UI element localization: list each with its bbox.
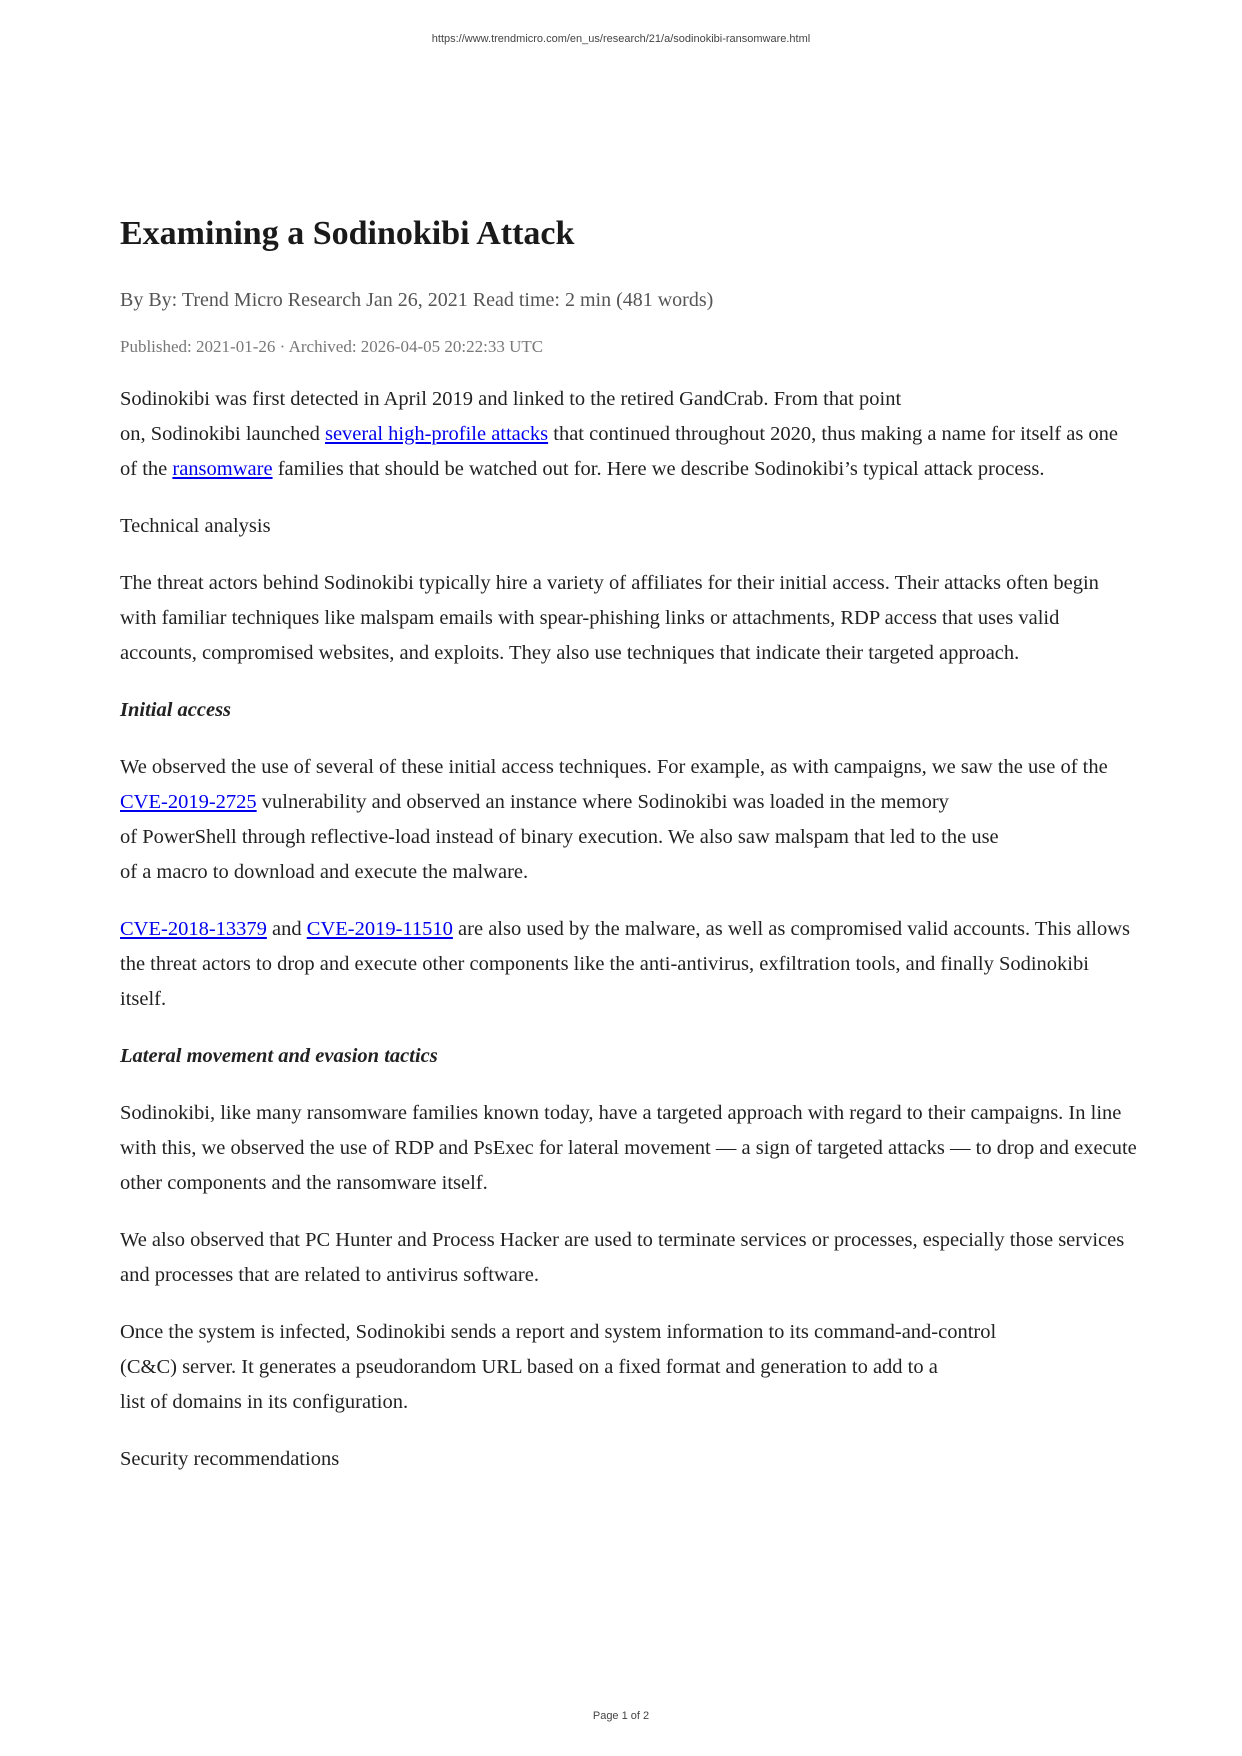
text: and (266, 918, 307, 940)
cnc-paragraph (120, 1315, 1140, 1420)
subheading-lateral-movement: Lateral movement and evasion tactics (120, 1045, 438, 1067)
cve-paragraph (120, 912, 1140, 1017)
section-heading-security: Security recommendations (120, 1448, 340, 1470)
page-title: Examining a Sodinokibi Attack (120, 215, 575, 252)
cve-2019-2725-link[interactable]: CVE-2019-2725 (120, 791, 257, 813)
text: that continued throughout 2020, thus making a name for itself as one of the (120, 423, 1119, 480)
intro-paragraph (120, 382, 1140, 487)
text: of PowerShell through reflective-load instead of binary execution. We also saw malspam that led to the use (120, 826, 999, 848)
cve-2019-11510-link[interactable]: CVE-2019-11510 (306, 918, 453, 940)
text: are also used by the malware, as well as compromised valid accounts. This allows the threat actors to drop and execute other components like the anti-antivirus, exfiltration tools, and finally Sodinokibi itself. (120, 918, 1131, 1010)
subheading-initial-access: Initial access (120, 699, 232, 721)
text: list of domains in its configuration. (120, 1391, 409, 1413)
text: of a macro to download and execute the malware. (120, 861, 529, 883)
article (120, 212, 1140, 1499)
lateral-paragraph: Sodinokibi, like many ransomware families known today, have a targeted approach with regard to their campaigns. In line with this, we observed the use of RDP and PsExec for lateral movement — a sign of targeted attacks — to drop and execute other components and the ransomware itself. (120, 1102, 1137, 1194)
text: Sodinokibi was first detected in April 2019 and linked to the retired GandCrab. From that point (120, 388, 902, 410)
section-heading-technical: Technical analysis (120, 515, 271, 537)
high-profile-attacks-link[interactable]: several high-profile attacks (324, 423, 549, 445)
evasion-paragraph: We also observed that PC Hunter and Process Hacker are used to terminate services or processes, especially those services and processes that are related to antivirus software. (120, 1229, 1125, 1286)
page-number: Page 1 of 2 (592, 1710, 650, 1722)
text: (C&C) server. It generates a pseudorandom URL based on a fixed format and generation to add to a (120, 1356, 938, 1378)
initial-access-paragraph (120, 750, 1140, 890)
text: vulnerability and observed an instance where Sodinokibi was loaded in the memory (256, 791, 949, 813)
ransomware-link[interactable]: ransomware (172, 458, 273, 480)
text: Once the system is infected, Sodinokibi sends a report and system information to its command-and-control (120, 1321, 997, 1343)
technical-paragraph: The threat actors behind Sodinokibi typically hire a variety of affiliates for their initial access. Their attacks often begin with familiar techniques like malspam emails with spear-phishing links or attachments, RDP access that uses valid accounts, compromised websites, and exploits. They also use techniques that indicate their targeted approach. (120, 572, 1099, 664)
text: families that should be watched out for. Here we describe Sodinokibi’s typical attack process. (272, 458, 1045, 480)
text: We observed the use of several of these initial access techniques. For example, as with campaigns, we saw the use of the (120, 756, 1108, 778)
archive-meta: Published: 2021-01-26 · Archived: 2026-04-05 20:22:33 UTC (120, 337, 544, 356)
page-url-header: https://www.trendmicro.com/en_us/research/21/a/sodinokibi-ransomware.html (431, 33, 811, 45)
cve-2018-13379-link[interactable]: CVE-2018-13379 (120, 918, 267, 940)
text: on, Sodinokibi launched (120, 423, 325, 445)
byline: By By: Trend Micro Research Jan 26, 2021 Read time: 2 min (481 words) (120, 289, 714, 311)
